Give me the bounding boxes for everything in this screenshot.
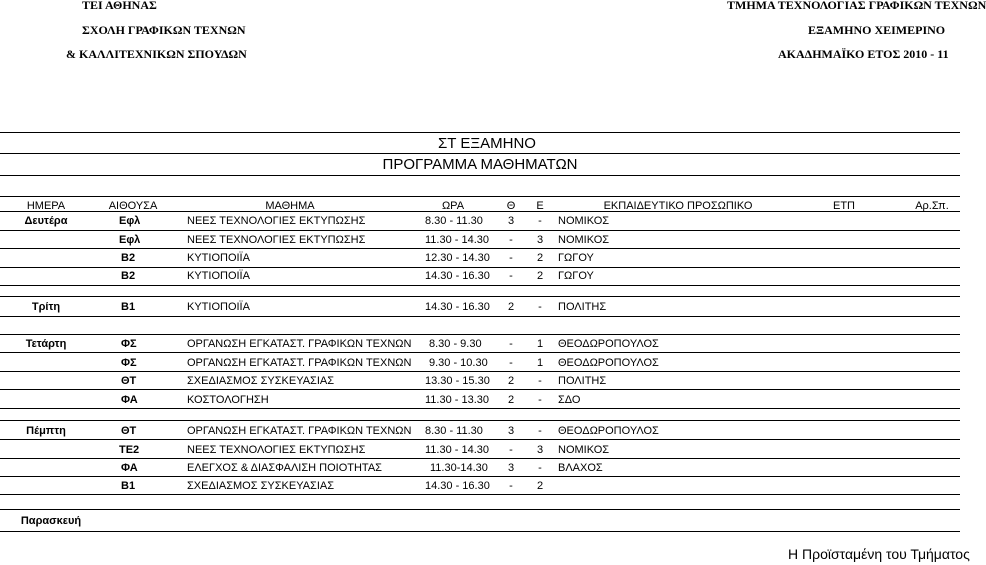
theory-cell: 3 xyxy=(507,425,515,437)
column-header-course: ΜΑΘΗΜΑ xyxy=(265,200,315,212)
theory-cell: - xyxy=(509,480,513,492)
column-header-lab: Ε xyxy=(536,200,544,212)
time-cell: 13.30 - 15.30 xyxy=(425,375,490,387)
room-cell: ΦΑ xyxy=(121,462,138,474)
lab-cell: 2 xyxy=(536,252,544,264)
theory-cell: 3 xyxy=(507,462,515,474)
column-header-room: ΑΙΘΟΥΣΑ xyxy=(108,200,158,212)
school-name-cont: & ΚΑΛΛΙΤΕΧΝΙΚΩΝ ΣΠΟΥΔΩΝ xyxy=(66,47,247,61)
lab-cell: 3 xyxy=(536,444,544,456)
room-cell: Β2 xyxy=(121,270,136,282)
lab-cell: 3 xyxy=(536,234,544,246)
school-name: ΣΧΟΛΗ ΓΡΑΦΙΚΩΝ ΤΕΧΝΩΝ xyxy=(82,23,246,37)
divider xyxy=(0,230,960,231)
divider xyxy=(0,285,960,286)
room-cell: Β1 xyxy=(121,480,136,492)
time-cell: 8.30 - 11.30 xyxy=(425,425,483,437)
day-label: Δευτέρα xyxy=(24,215,68,227)
staff-cell: ΘΕΟΔΩΡΟΠΟΥΛΟΣ xyxy=(558,338,659,350)
theory-cell: - xyxy=(509,444,513,456)
staff-cell: ΓΩΓΟΥ xyxy=(558,270,594,282)
staff-cell: ΒΛΑΧΟΣ xyxy=(558,462,603,474)
divider xyxy=(0,352,960,353)
theory-cell: 2 xyxy=(507,375,515,387)
lab-cell: 1 xyxy=(536,338,544,350)
semester-title: ΣΤ ΕΞΑΜΗΝΟ xyxy=(438,135,536,152)
column-header-staff: ΕΚΠΑΙΔΕΥΤΙΚΟ ΠΡΟΣΩΠΙΚΟ xyxy=(603,200,753,212)
room-cell: Β2 xyxy=(121,252,136,264)
time-cell: 14.30 - 16.30 xyxy=(425,301,490,313)
theory-cell: 2 xyxy=(507,301,515,313)
room-cell: ΦΣ xyxy=(121,338,137,350)
divider xyxy=(0,316,960,317)
divider xyxy=(0,267,960,268)
lab-cell: - xyxy=(538,215,542,227)
schedule-title: ΠΡΟΓΡΑΜΜΑ ΜΑΘΗΜΑΤΩΝ xyxy=(382,156,578,173)
staff-cell: ΣΔΟ xyxy=(558,394,581,406)
divider xyxy=(0,389,960,390)
divider xyxy=(0,334,960,335)
divider xyxy=(0,420,960,421)
course-cell: ΣΧΕΔΙΑΣΜΟΣ ΣΥΣΚΕΥΑΣΙΑΣ xyxy=(187,375,335,387)
course-cell: ΟΡΓΑΝΩΣΗ ΕΓΚΑΤΑΣΤ. ΓΡΑΦΙΚΩΝ ΤΕΧΝΩΝ xyxy=(187,425,412,437)
divider xyxy=(0,248,960,249)
course-cell: ΕΛΕΓΧΟΣ & ΔΙΑΣΦΑΛΙΣΗ ΠΟΙΟΤΗΤΑΣ xyxy=(187,462,382,474)
time-cell: 8.30 - 9.30 xyxy=(429,338,482,350)
divider xyxy=(0,458,960,459)
course-cell: ΣΧΕΔΙΑΣΜΟΣ ΣΥΣΚΕΥΑΣΙΑΣ xyxy=(187,480,335,492)
staff-cell: ΝΟΜΙΚΟΣ xyxy=(558,215,610,227)
time-cell: 11.30 - 13.30 xyxy=(425,394,490,406)
course-cell: ΝΕΕΣ ΤΕΧΝΟΛΟΓΙΕΣ ΕΚΤΥΠΩΣΗΣ xyxy=(187,215,366,227)
divider xyxy=(0,408,960,409)
course-cell: ΝΕΕΣ ΤΕΧΝΟΛΟΓΙΕΣ ΕΚΤΥΠΩΣΗΣ xyxy=(187,444,366,456)
lab-cell: 2 xyxy=(536,270,544,282)
course-cell: ΚΥΤΙΟΠΟΙΪΑ xyxy=(187,270,250,282)
room-cell: Εφλ xyxy=(119,215,141,227)
department-name: ΤΜΗΜΑ ΤΕΧΝΟΛΟΓΙΑΣ ΓΡΑΦΙΚΩΝ ΤΕΧΝΩΝ xyxy=(727,0,986,12)
staff-cell: ΘΕΟΔΩΡΟΠΟΥΛΟΣ xyxy=(558,425,659,437)
course-cell: ΚΟΣΤΟΛΟΓΗΣΗ xyxy=(187,394,269,406)
column-header-theory: Θ xyxy=(506,200,516,212)
divider xyxy=(0,531,960,532)
staff-cell: ΠΟΛΙΤΗΣ xyxy=(558,375,607,387)
lab-cell: 1 xyxy=(536,357,544,369)
theory-cell: - xyxy=(509,234,513,246)
day-label: Παρασκευή xyxy=(20,515,82,527)
staff-cell: ΝΟΜΙΚΟΣ xyxy=(558,444,610,456)
staff-cell: ΠΟΛΙΤΗΣ xyxy=(558,301,607,313)
theory-cell: - xyxy=(509,252,513,264)
divider xyxy=(0,132,960,133)
divider xyxy=(0,476,960,477)
theory-cell: - xyxy=(509,270,513,282)
staff-cell: ΓΩΓΟΥ xyxy=(558,252,594,264)
institution-name: ΤΕΙ ΑΘΗΝΑΣ xyxy=(82,0,157,12)
lab-cell: - xyxy=(538,462,542,474)
course-cell: ΟΡΓΑΝΩΣΗ ΕΓΚΑΤΑΣΤ. ΓΡΑΦΙΚΩΝ ΤΕΧΝΩΝ xyxy=(187,338,412,350)
divider xyxy=(0,494,960,495)
course-cell: ΝΕΕΣ ΤΕΧΝΟΛΟΓΙΕΣ ΕΚΤΥΠΩΣΗΣ xyxy=(187,234,366,246)
time-cell: 14.30 - 16.30 xyxy=(425,480,490,492)
time-cell: 14.30 - 16.30 xyxy=(425,270,490,282)
staff-cell: ΘΕΟΔΩΡΟΠΟΥΛΟΣ xyxy=(558,357,659,369)
room-cell: ΘΤ xyxy=(121,375,137,387)
column-header-time: ΩΡΑ xyxy=(441,200,465,212)
time-cell: 11.30-14.30 xyxy=(430,462,488,474)
divider xyxy=(0,371,960,372)
semester-label: ΕΞΑΜΗΝΟ ΧΕΙΜΕΡΙΝΟ xyxy=(808,23,946,37)
theory-cell: 3 xyxy=(507,215,515,227)
theory-cell: - xyxy=(509,338,513,350)
time-cell: 11.30 - 14.30 xyxy=(425,444,490,456)
column-header-etp: ΕΤΠ xyxy=(833,200,855,212)
divider xyxy=(0,296,960,297)
course-cell: ΚΥΤΙΟΠΟΙΪΑ xyxy=(187,301,250,313)
divider xyxy=(0,439,960,440)
divider xyxy=(0,509,960,510)
column-header-day: ΗΜΕΡΑ xyxy=(26,200,66,212)
room-cell: ΘΤ xyxy=(121,425,137,437)
time-cell: 11.30 - 14.30 xyxy=(425,234,490,246)
day-label: Τρίτη xyxy=(31,301,61,313)
course-cell: ΚΥΤΙΟΠΟΙΪΑ xyxy=(187,252,250,264)
signature-caption: Η Προϊσταμένη του Τμήματος xyxy=(788,546,970,562)
room-cell: ΦΣ xyxy=(121,357,137,369)
room-cell: ΤΕ2 xyxy=(119,444,140,456)
column-header-number: Αρ.Σπ. xyxy=(915,200,949,212)
day-label: Πέμπτη xyxy=(26,425,66,437)
divider xyxy=(0,153,960,154)
lab-cell: - xyxy=(538,394,542,406)
lab-cell: - xyxy=(538,425,542,437)
lab-cell: 2 xyxy=(536,480,544,492)
staff-cell: ΝΟΜΙΚΟΣ xyxy=(558,234,610,246)
room-cell: Εφλ xyxy=(119,234,141,246)
time-cell: 12.30 - 14.30 xyxy=(425,252,490,264)
day-label: Τετάρτη xyxy=(25,338,67,350)
theory-cell: 2 xyxy=(507,394,515,406)
lab-cell: - xyxy=(538,375,542,387)
time-cell: 9.30 - 10.30 xyxy=(429,357,488,369)
room-cell: ΦΑ xyxy=(121,394,138,406)
divider xyxy=(0,196,960,197)
academic-year: ΑΚΑΔΗΜΑΪΚΟ ΕΤΟΣ 2010 - 11 xyxy=(778,47,949,61)
time-cell: 8.30 - 11.30 xyxy=(425,215,483,227)
divider xyxy=(0,175,960,176)
room-cell: Β1 xyxy=(121,301,136,313)
course-cell: ΟΡΓΑΝΩΣΗ ΕΓΚΑΤΑΣΤ. ΓΡΑΦΙΚΩΝ ΤΕΧΝΩΝ xyxy=(187,357,412,369)
theory-cell: - xyxy=(509,357,513,369)
lab-cell: - xyxy=(538,301,542,313)
